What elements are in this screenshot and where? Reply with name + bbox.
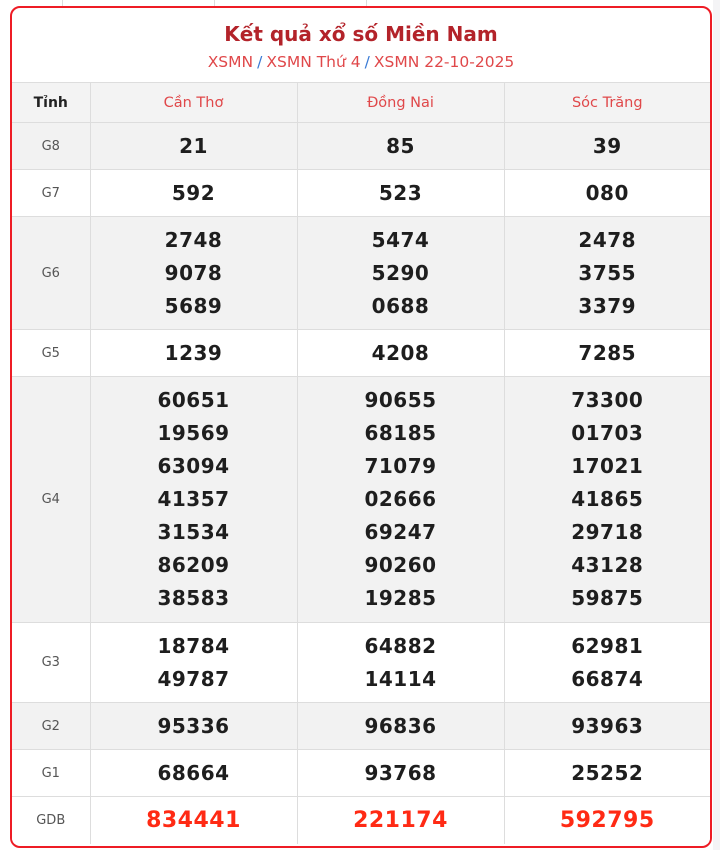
prize-number: 29718 [571, 520, 644, 544]
prize-label: G1 [12, 750, 90, 797]
breadcrumb [12, 52, 710, 72]
result-cell [504, 123, 710, 170]
result-cell [297, 217, 504, 330]
prize-number: 9078 [164, 260, 223, 285]
prize-number: 73300 [571, 388, 644, 412]
result-cell [90, 703, 297, 750]
result-cell [504, 170, 710, 217]
table-row-gdb [12, 797, 710, 844]
column-header-province: Tỉnh [12, 83, 90, 123]
prize-number: 85 [386, 133, 415, 158]
card-header [12, 8, 710, 82]
prize-number: 7285 [578, 340, 637, 365]
prize-number: 60651 [157, 388, 230, 412]
prize-number: 49787 [157, 666, 230, 691]
prize-number: 93768 [364, 760, 437, 785]
prize-number: 68185 [364, 421, 437, 445]
prize-number: 19569 [157, 421, 230, 445]
prize-number: 90260 [364, 553, 437, 577]
breadcrumb-xsmn-thu-4[interactable]: XSMN Thứ 4 [266, 53, 361, 71]
table-row-g5 [12, 330, 710, 377]
prize-number: 96836 [364, 713, 437, 738]
prize-number: 592 [171, 180, 216, 205]
page-title: Kết quả xổ số Miền Nam [224, 22, 498, 46]
result-cell [297, 750, 504, 797]
prize-number: 02666 [364, 487, 437, 511]
prize-number: 64882 [364, 633, 437, 658]
prize-number: 14114 [364, 666, 437, 691]
table-row-g1 [12, 750, 710, 797]
result-cell [297, 330, 504, 377]
prize-number: 43128 [571, 553, 644, 577]
page-gutter [713, 0, 720, 850]
prize-number: 01703 [571, 421, 644, 445]
result-cell [504, 217, 710, 330]
prize-number: 39 [592, 133, 622, 158]
result-cell [90, 170, 297, 217]
result-cell [297, 703, 504, 750]
result-cell [297, 623, 504, 703]
table-row-g4 [12, 377, 710, 623]
special-prize-number: 221174 [353, 807, 448, 833]
result-cell [504, 797, 710, 844]
prize-number: 41865 [571, 487, 644, 511]
prize-number: 523 [378, 180, 423, 205]
prize-label: G3 [12, 623, 90, 703]
table-header-row [12, 83, 710, 123]
prize-number: 21 [179, 133, 208, 158]
prize-number: 17021 [571, 454, 644, 478]
result-cell [90, 217, 297, 330]
prize-number: 3755 [578, 260, 637, 285]
prize-number: 95336 [157, 713, 230, 738]
result-cell [90, 797, 297, 844]
prize-number: 68664 [157, 760, 230, 785]
prize-number: 63094 [157, 454, 230, 478]
result-cell [297, 377, 504, 623]
result-cell [297, 123, 504, 170]
table-row-g7 [12, 170, 710, 217]
result-cell [90, 330, 297, 377]
result-cell [90, 750, 297, 797]
result-cell [297, 797, 504, 844]
special-prize-number: 834441 [146, 807, 241, 833]
breadcrumb-xsmn[interactable]: XSMN [207, 53, 254, 71]
results-table [12, 82, 710, 844]
table-row-g3 [12, 623, 710, 703]
column-header-soc-trang[interactable]: Sóc Trăng [504, 83, 710, 123]
table-row-g6 [12, 217, 710, 330]
prize-label: G5 [12, 330, 90, 377]
result-cell [90, 623, 297, 703]
column-header-dong-nai[interactable]: Đồng Nai [297, 83, 504, 123]
breadcrumb-separator: / [257, 53, 263, 71]
prize-number: 2748 [164, 227, 223, 252]
prize-number: 86209 [157, 553, 230, 577]
result-cell [504, 750, 710, 797]
result-cell [297, 170, 504, 217]
prize-number: 31534 [157, 520, 230, 544]
prize-label: G4 [12, 377, 90, 623]
prize-label: GDB [12, 797, 90, 844]
prize-label: G6 [12, 217, 90, 330]
results-card [10, 6, 712, 848]
prize-number: 5290 [371, 260, 430, 285]
prize-label: G2 [12, 703, 90, 750]
prize-number: 71079 [364, 454, 437, 478]
prize-number: 90655 [364, 388, 437, 412]
prize-number: 18784 [157, 633, 230, 658]
result-cell [504, 377, 710, 623]
result-cell [90, 123, 297, 170]
prize-label: G8 [12, 123, 90, 170]
column-header-can-tho[interactable]: Cần Thơ [90, 83, 297, 123]
prize-label: G7 [12, 170, 90, 217]
prize-number: 38583 [157, 586, 230, 610]
prize-number: 2478 [578, 227, 637, 252]
prize-number: 93963 [571, 713, 644, 738]
result-cell [504, 703, 710, 750]
prize-number: 080 [585, 180, 629, 205]
prize-number: 5689 [164, 293, 223, 318]
table-row-g8 [12, 123, 710, 170]
prize-number: 66874 [571, 666, 644, 691]
prize-number: 69247 [364, 520, 437, 544]
prize-number: 41357 [157, 487, 230, 511]
prize-number: 5474 [371, 227, 430, 252]
breadcrumb-separator: / [364, 53, 370, 71]
prize-number: 0688 [371, 293, 430, 318]
prize-number: 59875 [571, 586, 644, 610]
prize-number: 4208 [371, 340, 430, 365]
prize-number: 19285 [364, 586, 437, 610]
result-cell [504, 330, 710, 377]
prize-number: 62981 [571, 633, 644, 658]
prize-number: 1239 [164, 340, 223, 365]
prize-number: 3379 [578, 293, 637, 318]
special-prize-number: 592795 [559, 807, 655, 833]
table-row-g2 [12, 703, 710, 750]
breadcrumb-xsmn-date[interactable]: XSMN 22-10-2025 [373, 53, 515, 71]
prize-number: 25252 [571, 760, 644, 785]
result-cell [90, 377, 297, 623]
result-cell [504, 623, 710, 703]
